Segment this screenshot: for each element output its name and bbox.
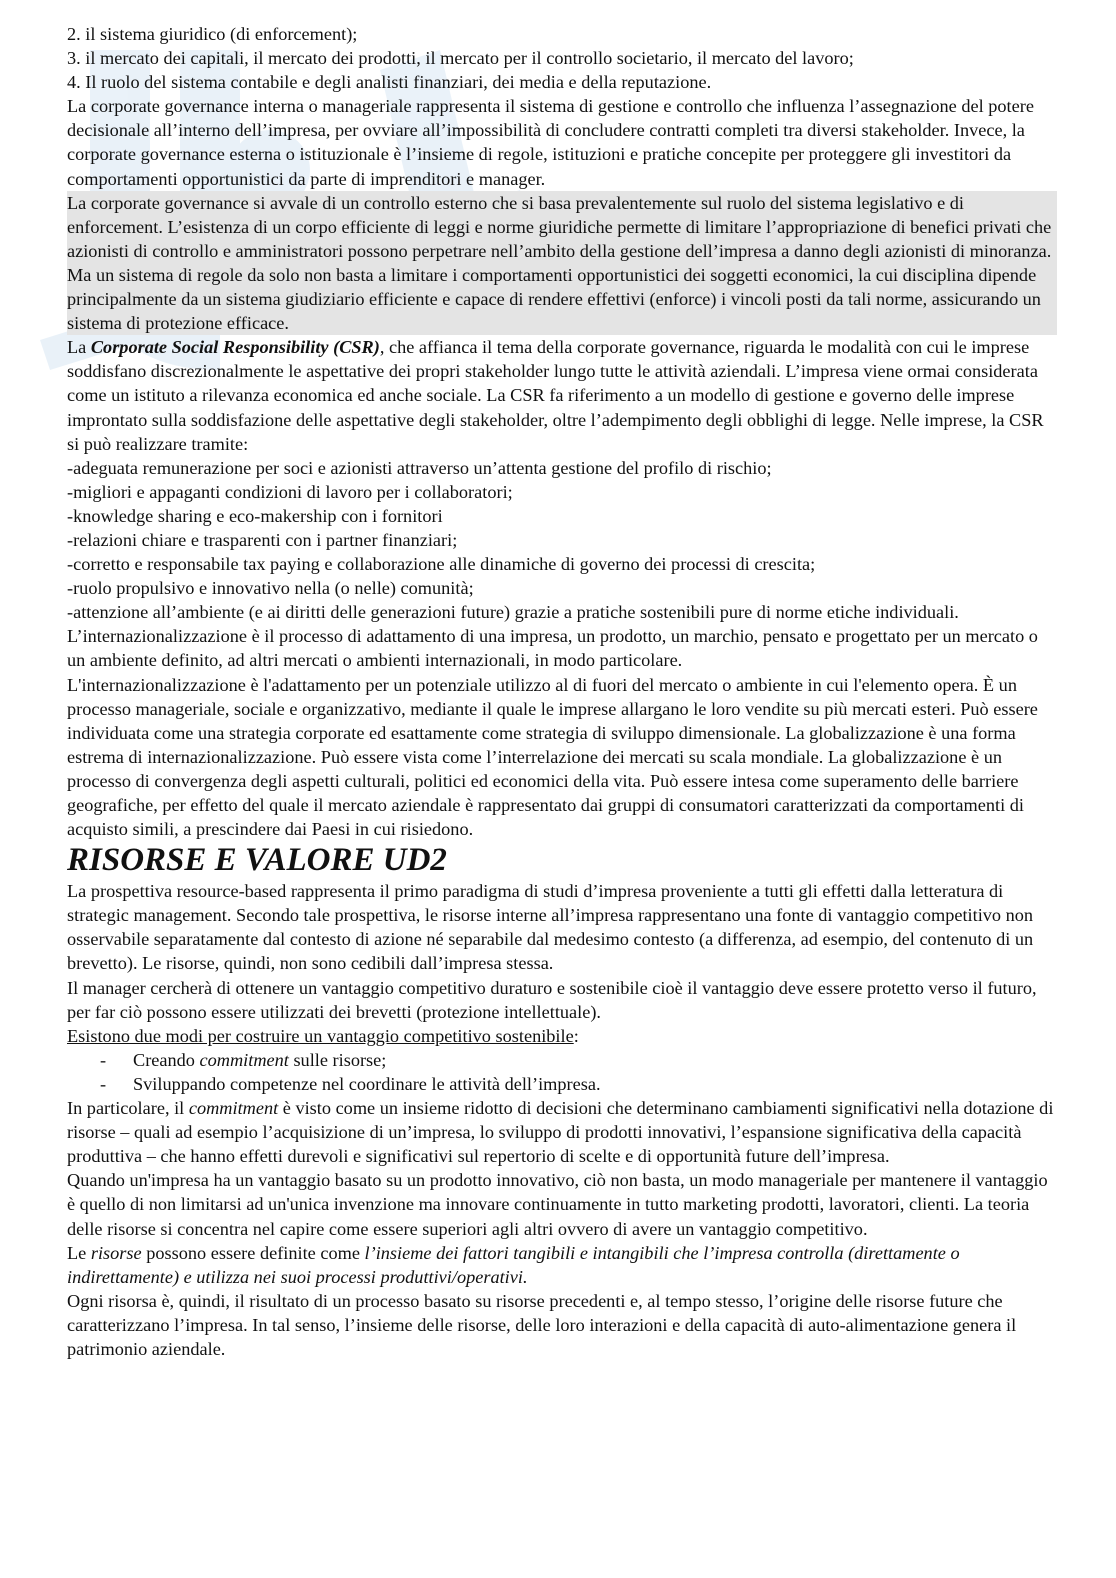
- commit-text-b: è visto come un insieme ridotto di decisioni che determinano cambiamenti significativi nella dotazione di risorse – quali ad esempio l’acquisizione di un’impresa, lo sviluppo di prodotti innovativi, l’espansione significativa della capacità produttiva – che hanno effetti durevoli e significativi sul repertorio di scelte e di opportunità future dell’impresa.: [67, 1098, 1054, 1167]
- bullet-dash: -: [100, 1073, 107, 1094]
- csr-item: -attenzione all’ambiente (e ai diritti delle generazioni future) grazie a pratiche sostenibili pure di norme etiche individuali.: [67, 602, 959, 623]
- bullet1-commitment: commitment: [199, 1049, 289, 1070]
- paragraph-csr: [67, 335, 1057, 455]
- bullet1-text-b: sulle risorse;: [288, 1049, 387, 1070]
- commit-text-a: In particolare, il: [67, 1098, 189, 1119]
- document-page: [67, 22, 1057, 1361]
- two-ways-underlined: Esistono due modi per costruire un vantaggio competitivo sostenibile: [67, 1025, 574, 1046]
- csr-item: -ruolo propulsivo e innovativo nella (o nelle) comunità;: [67, 578, 474, 599]
- paragraph-intl-1: L’internazionalizzazione è il processo di adattamento di una impresa, un prodotto, un marchio, pensato e progettato per un mercato o un ambiente definito, ad altri mercati o ambienti internazionali, in modo particolare.: [67, 626, 1038, 671]
- risorse-definition: l’insieme dei fattori tangibili e intangibili che l’impresa controlla (direttamente o indirettamente) e utilizza nei suoi processi produttivi/operativi.: [67, 1242, 960, 1287]
- bullet-dash: -: [100, 1049, 107, 1070]
- paragraph-risorse: [67, 1241, 1057, 1289]
- paragraph-intl-2: L'internazionalizzazione è l'adattamento per un potenziale utilizzo al di fuori del mercato o ambiente in cui l'elemento opera. È un processo manageriale, sociale e organizzativo, mediante il quale le imprese allargano le loro vendite su più mercati esteri. Può essere individuata come una strategia corporate ed esattamente come strategia di sviluppo dimensionale. La globalizzazione è una forma estrema di internazionalizzazione. Può essere vista come l’interrelazione dei mercati su scala mondiale. La globalizzazione è un processo di convergenza degli aspetti culturali, politici ed economici della vita. Può essere intesa come superamento delle barriere geografiche, per effetto del quale il mercato aziendale è rappresentato dai gruppi di consumatori caratterizzati da comportamenti di acquisto simili, a prescindere dai Paesi in cui risiedono.: [67, 674, 1038, 840]
- paragraph-governance: La corporate governance interna o manageriale rappresenta il sistema di gestione e controllo che influenza l’assegnazione del potere decisionale all’interno dell’impresa, per ovviare all’impossibilità di concludere contratti completi tra diversi stakeholder. Invece, la corporate governance esterna o istituzionale è l’insieme di regole, istituzioni e pratiche concepite per proteggere gli investitori da comportamenti opportunistici da parte di imprenditori e manager.: [67, 96, 1034, 189]
- section-heading: RISORSE E VALORE UD2: [67, 842, 447, 879]
- paragraph-resource-based: La prospettiva resource-based rappresenta il primo paradigma di studi d’impresa proveniente a tutti gli effetti dalla letteratura di strategic management. Secondo tale prospettiva, le risorse interne all’impresa rappresentano una fonte di vantaggio competitivo non osservabile separatamente dal contesto di azione né separabile dal medesimo contesto (a differenza, ad esempio, del contenuto di un brevetto). Le risorse, quindi, non sono cedibili dall’impresa stessa.: [67, 881, 1034, 974]
- csr-item: -adeguata remunerazione per soci e azionisti attraverso un’attenta gestione del profilo di rischio;: [67, 457, 772, 478]
- list-line-4: 4. Il ruolo del sistema contabile e degli analisti finanziari, dei media e della reputazione.: [67, 72, 712, 93]
- csr-item: -relazioni chiare e trasparenti con i partner finanziari;: [67, 529, 458, 550]
- csr-prefix: La: [67, 337, 91, 358]
- paragraph-manager: Il manager cercherà di ottenere un vantaggio competitivo duraturo e sostenibile cioè il vantaggio deve essere protetto verso il futuro, per far ciò possono essere utilizzati dei brevetti (protezione intellettuale).: [67, 977, 1037, 1022]
- commit-term: commitment: [188, 1098, 279, 1119]
- csr-item: -migliori e appaganti condizioni di lavoro per i collaboratori;: [67, 481, 513, 502]
- risorse-term: risorse: [90, 1242, 142, 1263]
- paragraph-innovate: Quando un'impresa ha un vantaggio basato su un prodotto innovativo, ciò non basta, un modo manageriale per mantenere il vantaggio è quello di non limitarsi ad un'unica invenzione ma innovare continuamente in tutto marketing prodotti, lavoratori, clienti. La teoria delle risorse si concentra nel capire come essere superiori agli altri ovvero di avere un vantaggio competitivo.: [67, 1170, 1048, 1239]
- paragraph-final: Ogni risorsa è, quindi, il risultato di un processo basato su risorse precedenti e, al tempo stesso, l’origine delle risorse future che caratterizzano l’impresa. In tal senso, l’insieme delle risorse, delle loro interazioni e della capacità di auto-alimentazione genera il patrimonio aziendale.: [67, 1290, 1017, 1359]
- bullet1-text-a: Creando: [133, 1049, 200, 1070]
- paragraph-commitment: [67, 1096, 1057, 1168]
- risorse-text-b: possono essere definite come: [141, 1242, 365, 1263]
- risorse-text-a: Le: [67, 1242, 91, 1263]
- csr-term: Corporate Social Responsibility (CSR): [90, 337, 380, 358]
- bullet2-text: Sviluppando competenze nel coordinare le attività dell’impresa.: [133, 1073, 601, 1094]
- csr-item: -corretto e responsabile tax paying e collaborazione alle dinamiche di governo dei processi di crescita;: [67, 554, 816, 575]
- paragraph-highlighted: La corporate governance si avvale di un controllo esterno che si basa prevalentemente sul ruolo del sistema legislativo e di enforcement. L’esistenza di un corpo efficiente di leggi e norme giuridiche permette di limitare l’appropriazione di benefici privati che azionisti di controllo e amministratori possono perpetrare nell’ambito della gestione dell’impresa a danno degli azionisti di minoranza. Ma un sistema di regole da solo non basta a limitare i comportamenti opportunistici dei soggetti economici, la cui disciplina dipende principalmente da un sistema giudiziario efficiente e capace di rendere effettivi (enforce) i vincoli posti da tali norme, assicurando un sistema di protezione efficace.: [67, 191, 1057, 336]
- bullet-item-1: [67, 1048, 1057, 1072]
- csr-item: -knowledge sharing e eco-makership con i fornitori: [67, 505, 443, 526]
- csr-rest: , che affianca il tema della corporate governance, riguarda le modalità con cui le imprese soddisfano discrezionalmente le aspettative dei propri stakeholder lungo tutte le attività aziendali. L’impresa viene ormai considerata come un istituto a rilevanza economica ed anche sociale. La CSR fa riferimento a un modello di gestione e governo delle imprese improntato sulla soddisfazione delle aspettative degli stakeholder, oltre l’adempimento degli obblighi di legge. Nelle imprese, la CSR si può realizzare tramite:: [67, 337, 1044, 454]
- bullet-item-2: [67, 1072, 1057, 1096]
- list-line-3: 3. il mercato dei capitali, il mercato dei prodotti, il mercato per il controllo societario, il mercato del lavoro;: [67, 48, 854, 69]
- two-ways-colon: :: [573, 1025, 579, 1046]
- list-line-2: 2. il sistema giuridico (di enforcement);: [67, 24, 358, 44]
- two-ways-intro: [67, 1024, 1057, 1048]
